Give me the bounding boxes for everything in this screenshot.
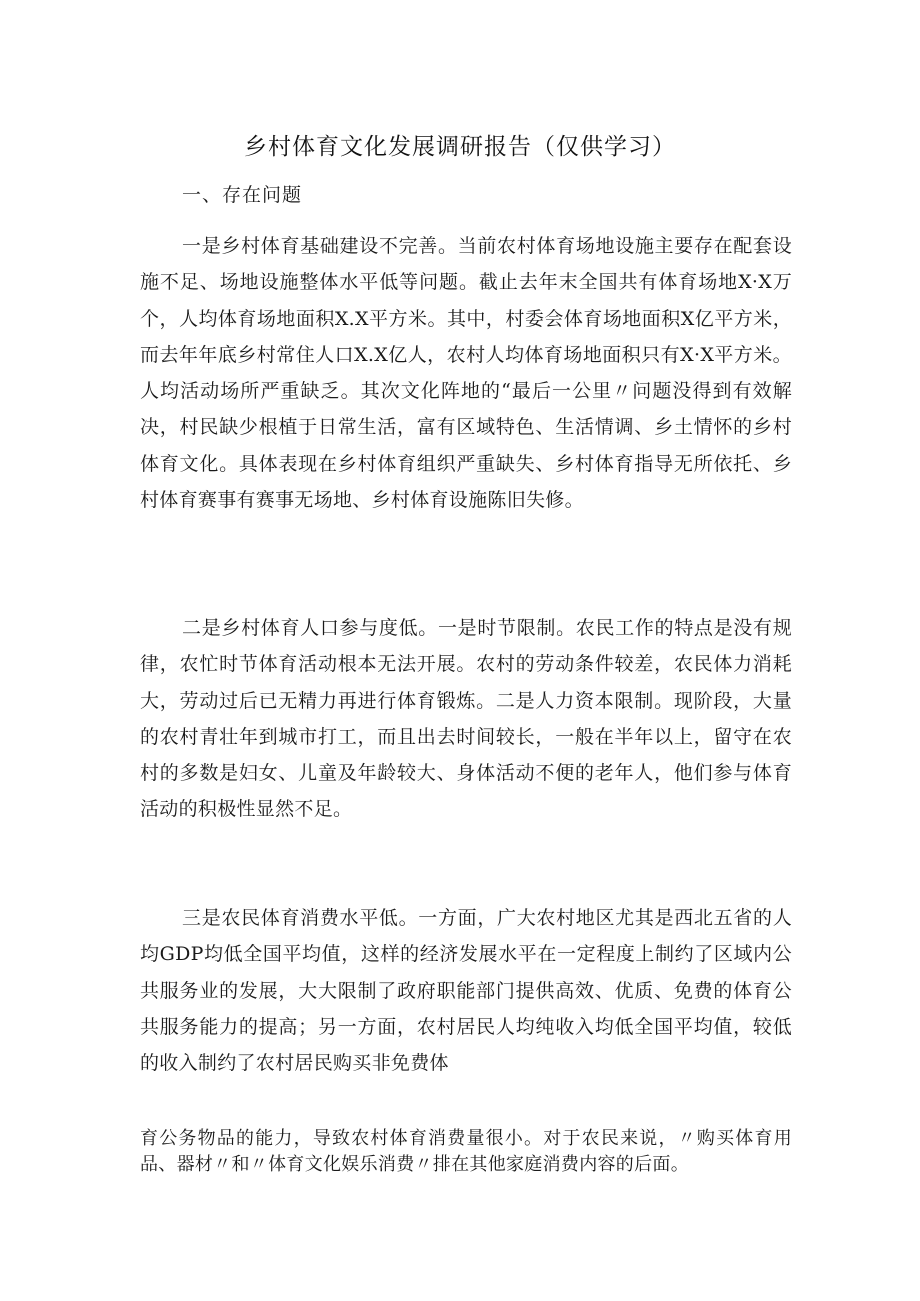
document-title: 乡村体育文化发展调研报告（仅供学习） [244, 134, 676, 160]
paragraph-participation: 二是乡村体育人口参与度低。一是时节限制。农民工作的特点是没有规律，农忙时节体育活动根本无法开展。农村的劳动条件较差，农民体力消耗大，劳动过后已无精力再进行体育锻炼。二是人力资本限制。现阶段，大量的农村青壮年到城市打工，而且出去时间较长，一般在半年以上，留守在农村的多数是妇女、儿童及年龄较大、身体活动不便的老年人，他们参与体育活动的积极性显然不足。 [140, 617, 792, 821]
paragraph-infrastructure: 一是乡村体育基础建设不完善。当前农村体育场地设施主要存在配套设施不足、场地设施整体水平低等问题。截止去年末全国共有体育场地X·X万个，人均体育场地面积X.X平方米。其中，村委会体育场地面积X亿平方米，而去年年底乡村常住人口X.X亿人，农村人均体育场地面积只有X·X平方米。人均活动场所严重缺乏。其次文化阵地的“最后一公里〃问题没得到有效解决，村民缺少根植于日常生活，富有区域特色、生活情调、乡土情怀的乡村体育文化。具体表现在乡村体育组织严重缺失、乡村体育指导无所依托、乡村体育赛事有赛事无场地、乡村体育设施陈旧失修。 [140, 235, 792, 512]
paragraph-consumption-continued: 育公务物品的能力，导致农村体育消费量很小。对于农民来说，〃购买体育用品、器材〃和〃体育文化娱乐消费〃排在其他家庭消费内容的后面。 [140, 1128, 792, 1175]
section-heading: 一、存在问题 [182, 184, 303, 206]
paragraph-consumption: 三是农民体育消费水平低。一方面，广大农村地区尤其是西北五省的人均GDP均低全国平均值，这样的经济发展水平在一定程度上制约了区域内公共服务业的发展，大大限制了政府职能部门提供高效、优质、免费的体育公共服务能力的提高；另一方面，农村居民人均纯收入均低全国平均值，较低的收入制约了农村居民购买非免费体 [140, 907, 792, 1075]
